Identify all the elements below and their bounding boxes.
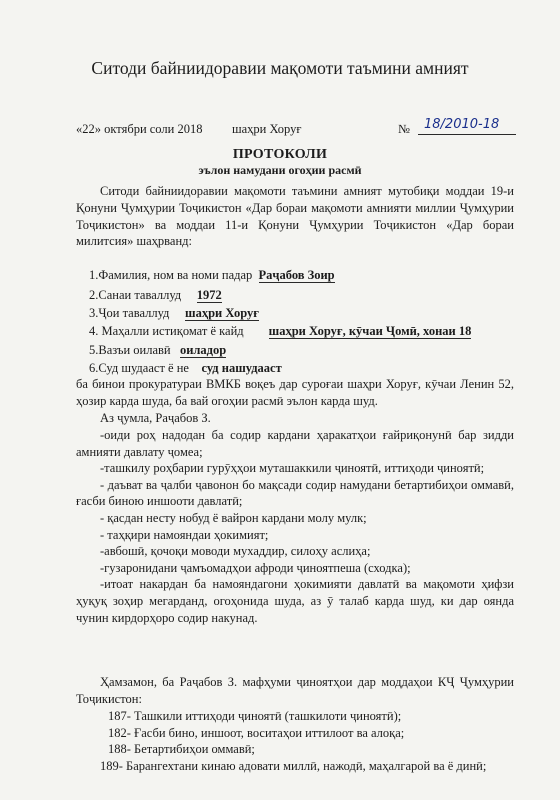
- field-label: 6.Суд шудааст ё не: [89, 361, 189, 375]
- field-label: 5.Вазъи оилавӣ: [89, 343, 171, 357]
- field-full-name: [89, 267, 335, 283]
- field-birth-date: [89, 287, 222, 303]
- field-marital-status: [89, 342, 226, 358]
- list-item: - қасдан несту нобуд ё вайрон кардани молу мулк;: [100, 510, 367, 525]
- list-item: 189- Барангехтани кинаю адовати миллӣ, нажодӣ, маҳалгарой ва ё динӣ;: [100, 758, 487, 773]
- intro-paragraph: Ситоди байниидоравии мақомоти таъмини амният мутобиқи моддаи 19-и Қонуни Ҷумҳурии Тоҷикистон «Дар бораи мақомоти амнияти миллии Ҷумҳурии Тоҷикистон» ва моддаи 11-и Қонуни Ҷумҳурии Тоҷикистон «Дар бораи милитсия» шаҳрванд:: [76, 184, 514, 249]
- list-item: - даъват ва ҷалби ҷавонон бо мақсади содир намудани бетартибиҳои оммавӣ, ғасби биною иншооти давлатӣ;: [76, 477, 514, 509]
- warnings-list: [76, 427, 514, 626]
- list-item: -оиди роҳ надодан ба содир кардани ҳаракатҳои ғайриқонунӣ бар зидди амнияти давлату ҷомеа;: [76, 428, 514, 459]
- field-value: шаҳри Хоруғ: [185, 306, 259, 320]
- among-paragraph: Аз ҷумла, Раҷабов З.: [100, 411, 211, 425]
- field-value: Раҷабов Зоир: [258, 268, 335, 282]
- list-item: -гузаронидани ҷамъомадҳои афроди ҷиноятпеша (сходка);: [100, 560, 411, 575]
- list-item: -ташкилу роҳбарии гурӯҳҳои муташаккили ҷиноятӣ, иттиҳоди ҷиноятӣ;: [100, 461, 485, 476]
- field-label: 3.Ҷои таваллуд: [89, 306, 170, 320]
- field-value: оиладор: [179, 343, 227, 357]
- document-title: ПРОТОКОЛИ: [232, 147, 328, 162]
- field-birth-place: [89, 305, 259, 321]
- list-item: 182- Ғасби бино, иншоот, воситаҳои иттилоот ва алоқа;: [108, 725, 405, 740]
- list-item: -итоат накардан ба намояндагони ҳокимияти давлатӣ ва мақомоти ҳифзи ҳуқуқ зоҳир мегарданд, огоҳонида шуда, аз ӯ талаб карда шуд, ки дар оянда чунин кирдорҳоро содир накунад.: [76, 577, 514, 625]
- field-convicted: [89, 360, 282, 376]
- field-value: 1972: [196, 288, 222, 302]
- field-value: суд нашудааст: [201, 361, 282, 375]
- articles-list: [76, 708, 514, 774]
- document-number-label: №: [398, 122, 410, 136]
- summons-paragraph: ба бинои прокуратураи ВМКБ воқеъ дар суроғаи шаҳри Хоруғ, кӯчаи Ленин 52, ҳозир карда шуда, ба вай огоҳии расмӣ эълон карда шуд.: [76, 377, 514, 408]
- field-label: 4. Маҳалли истиқомат ё кайд: [89, 324, 244, 338]
- document-subtitle: эълон намудани огоҳии расмӣ: [198, 163, 362, 177]
- document-city: шаҳри Хоруғ: [232, 122, 302, 136]
- document-number-handwritten: 18/2010-18: [418, 116, 516, 135]
- field-value: шаҳри Хоруғ, кӯчаи Ҷомӣ, хонаи 18: [268, 324, 472, 338]
- field-residence: [89, 323, 471, 339]
- document-header: Ситоди байниидоравии мақомоти таъмини амният: [91, 58, 469, 78]
- field-label: 1.Фамилия, ном ва номи падар: [89, 268, 253, 282]
- list-item: - таҳқири намояндаи ҳокимият;: [100, 527, 269, 542]
- list-item: 188- Бетартибиҳои оммавӣ;: [108, 742, 255, 757]
- document-date: «22» октябри соли 2018: [76, 122, 203, 136]
- articles-intro-paragraph: Ҳамзамон, ба Раҷабов З. мафҳуми ҷиноятҳои дар моддаҳои КҶ Ҷумҳурии Тоҷикистон:: [76, 675, 514, 706]
- list-item: 187- Ташкили иттиҳоди ҷиноятӣ (ташкилоти ҷиноятӣ);: [108, 709, 402, 723]
- list-item: -авбошӣ, қочоқи моводи мухаддир, силоҳу аслиҳа;: [100, 544, 371, 559]
- field-label: 2.Санаи таваллуд: [89, 288, 182, 302]
